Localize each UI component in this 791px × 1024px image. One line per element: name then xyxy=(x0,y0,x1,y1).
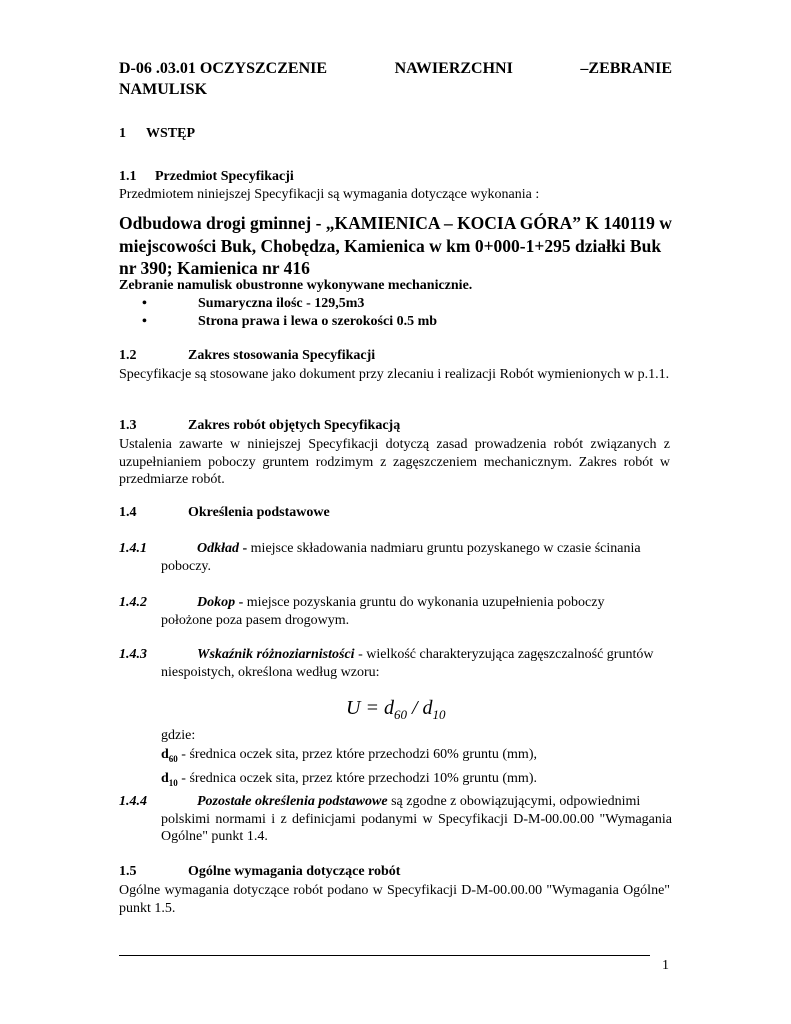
formula-subscript: 10 xyxy=(432,707,446,722)
definition-text-continued: położone poza pasem drogowym. xyxy=(161,612,350,628)
section-1-2-heading xyxy=(119,347,375,364)
definition-1-4-1 xyxy=(119,540,672,575)
section-title: Ogólne wymagania dotyczące robót xyxy=(188,864,401,879)
definition-text: miejsce pozyskania gruntu do wykonania uzupełnienia poboczy xyxy=(246,595,605,610)
scope-bullet-list xyxy=(119,295,437,331)
section-title: Zakres stosowania Specyfikacji xyxy=(188,348,376,363)
section-number: 1 xyxy=(119,126,126,141)
section-number: 1.4 xyxy=(119,505,137,520)
definition-text-continued: polskimi normami i z definicjami podanymi w Specyfikacji D-M-00.00.00 "Wymagania Ogólne" punkt 1.4. xyxy=(161,811,672,844)
definition-text-continued: niespoistych, określona według wzoru: xyxy=(161,664,380,680)
section-1-3-text: Ustalenia zawarte w niniejszej Specyfikacji dotyczą zasad prowadzenia robót związanych z uzupełnianiem poboczy gruntem rodzimym z zagęszczeniem mechanicznym. Zakres robót w przedmiarze robót. xyxy=(119,437,670,487)
section-1-4-heading xyxy=(119,504,330,521)
bullet-icon: • xyxy=(142,296,147,311)
uniformity-formula xyxy=(346,697,446,723)
page-number: 1 xyxy=(662,958,669,973)
section-1-2-text: Specyfikacje są stosowane jako dokument przy zlecaniu i realizacji Robót wymienionych w p.1.1. xyxy=(119,367,670,382)
definition-dash: - xyxy=(235,595,247,610)
definition-number: 1.4.4 xyxy=(119,794,147,809)
list-item xyxy=(119,313,437,331)
section-title: Określenia podstawowe xyxy=(188,505,330,520)
document-title xyxy=(119,58,672,100)
title-word-3: –ZEBRANIE xyxy=(580,60,672,77)
bullet-icon: • xyxy=(142,314,147,329)
list-item xyxy=(119,295,437,313)
legend-symbol: d xyxy=(161,770,169,786)
scope-statement: Zebranie namulisk obustronne wykonywane mechanicznie. xyxy=(119,278,473,293)
definition-dash: - xyxy=(239,541,251,556)
legend-subscript: 10 xyxy=(168,777,178,788)
definition-text: wielkość charakteryzująca zagęszczalność gruntów xyxy=(366,647,654,662)
section-number: 1.1 xyxy=(119,169,137,184)
formula-part: / d xyxy=(406,697,433,719)
formula-legend xyxy=(161,726,537,793)
definition-text: miejsce składowania nadmiaru gruntu pozyskanego w czasie ścinania xyxy=(250,541,641,556)
title-line-1 xyxy=(119,58,672,79)
definition-dash: - xyxy=(354,647,367,662)
definition-term: Odkład xyxy=(197,541,239,556)
legend-label: gdzie: xyxy=(161,728,196,743)
definition-text: są zgodne z obowiązującymi, odpowiednimi xyxy=(387,794,641,809)
section-1-5-text: Ogólne wymagania dotyczące robót podano w Specyfikacji D-M-00.00.00 "Wymagania Ogólne" punkt 1.5. xyxy=(119,883,670,916)
formula-part: U = d xyxy=(346,697,394,719)
legend-d10 xyxy=(161,769,537,793)
legend-d60 xyxy=(161,745,537,769)
title-code: D-06 .03.01 OCZYSZCZENIE xyxy=(119,60,328,77)
definition-term: Pozostałe określenia podstawowe xyxy=(197,794,388,809)
footer-divider xyxy=(119,955,650,956)
legend-text: - średnica oczek sita, przez które przechodzi 60% gruntu (mm), xyxy=(177,747,537,762)
section-1-5-heading xyxy=(119,863,400,880)
section-1-1-heading xyxy=(119,168,294,185)
definition-text-continued: poboczy. xyxy=(161,558,212,574)
title-word-2: NAWIERZCHNI xyxy=(394,60,513,77)
definition-number: 1.4.1 xyxy=(119,541,147,556)
formula-subscript: 60 xyxy=(393,707,407,722)
list-item-text: Strona prawa i lewa o szerokości 0.5 mb xyxy=(198,314,438,329)
legend-symbol: d xyxy=(161,747,169,762)
title-line-2: NAMULISK xyxy=(119,81,208,98)
section-number: 1.3 xyxy=(119,418,137,433)
definition-term: Wskaźnik różnoziarnistości xyxy=(197,647,355,662)
section-1-1-text: Przedmiotem niniejszej Specyfikacji są wymagania dotyczące wykonania : xyxy=(119,187,540,202)
definition-1-4-4 xyxy=(119,793,672,846)
definition-1-4-3 xyxy=(119,646,672,681)
list-item-text: Sumaryczna ilośc - 129,5m3 xyxy=(198,296,365,311)
section-number: 1.5 xyxy=(119,864,137,879)
section-title: WSTĘP xyxy=(146,126,196,141)
section-title: Zakres robót objętych Specyfikacją xyxy=(188,418,401,433)
definition-term: Dokop xyxy=(197,595,236,610)
legend-subscript: 60 xyxy=(168,753,178,764)
legend-text: - średnica oczek sita, przez które przechodzi 10% gruntu (mm). xyxy=(177,770,537,786)
definition-1-4-2 xyxy=(119,594,672,629)
definition-number: 1.4.2 xyxy=(119,595,147,610)
section-title: Przedmiot Specyfikacji xyxy=(155,169,294,184)
project-title: Odbudowa drogi gminnej - „KAMIENICA – KOCIA GÓRA” K 140119 w miejscowości Buk, Chobędza, Kamienica w km 0+000-1+295 działki Buk nr 390; Kamienica nr 416 xyxy=(119,213,672,278)
section-1-3-heading xyxy=(119,417,400,434)
section-number: 1.2 xyxy=(119,348,137,363)
definition-number: 1.4.3 xyxy=(119,647,147,662)
section-1-heading xyxy=(119,125,195,142)
